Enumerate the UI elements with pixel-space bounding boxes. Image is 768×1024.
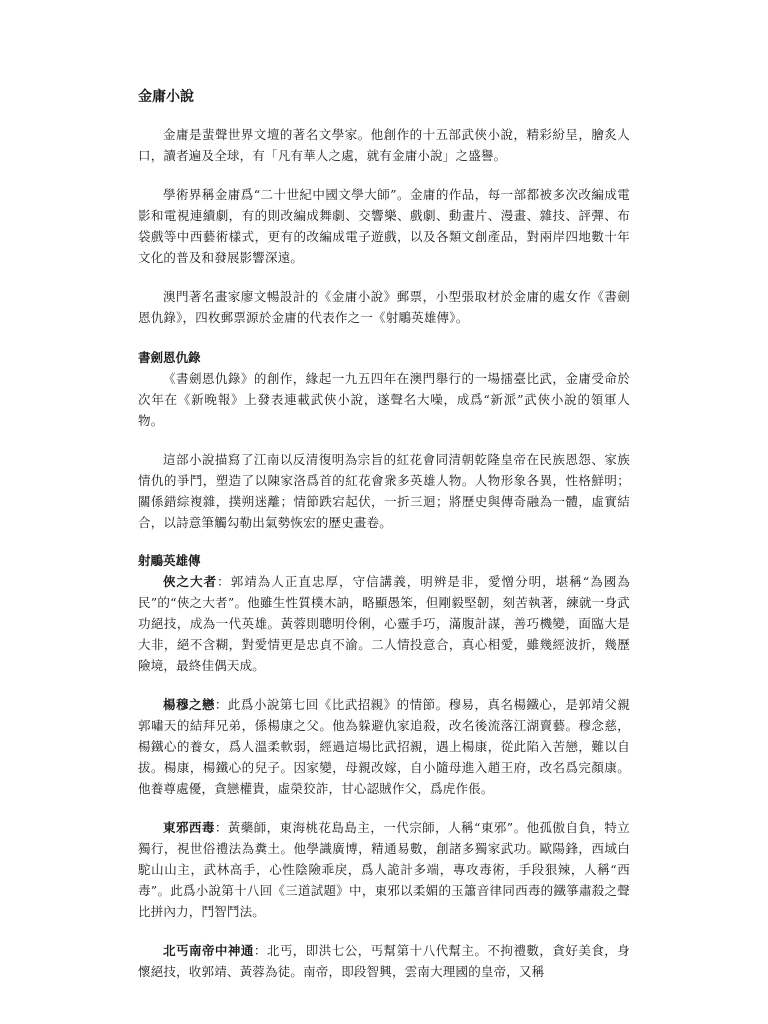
intro-paragraph-2: 學術界稱金庸爲“二十世紀中國文學大師”。金庸的作品，每一部都被多次改編成電影和電視連續劇，有的則改編成舞劇、交響樂、戲劇、動畫片、漫畫、雜技、評彈、布袋戲等中西藝術樣式，更有的改編成電子遊戲，以及各類文創產品，對兩岸四地數十年文化的普及和發展影響深遠。 [138, 187, 630, 265]
shujian-paragraph-1: 《書劍恩仇錄》的創作，緣起一九五四年在澳門舉行的一場擂臺比武，金庸受命於次年在《新晚報》上發表連載武俠小說，遂聲名大噪，成爲“新派”武俠小說的領軍人物。 [138, 371, 630, 428]
item-text: ：黃藥師，東海桃花島島主，一代宗師，人稱“東邪”。他孤傲自負，特立獨行，視世俗禮法為糞土。他學識廣博，精通易數，創諸多獨家武功。歐陽鋒，西域白駝山山主，武林高手，心性陰險乖戾，爲人詭計多端，專攻毒術，手段狠辣，人稱“西毒”。此爲小說第十八回《三道試題》中，東邪以柔媚的玉簫音律同西毒的鐵箏肅殺之聲比拼內力，鬥智鬥法。 [138, 820, 630, 919]
item-text: ：北丐，即洪七公，丐幫第十八代幫主。不拘禮數，貪好美食，身懷絕技，收郭靖、黃蓉為徒。南帝，即段智興，雲南大理國的皇帝，又稱 [138, 943, 630, 979]
document-page [138, 86, 630, 1000]
item-text: ：郭靖為人正直忠厚，守信講義，明辨是非，愛憎分明，堪稱“為國為民”的“俠之大者”。他雖生性質樸木訥，略顯愚笨，但剛毅堅韌，刻苦執著，練就一身武功絕技，成為一代英雄。黃蓉則聰明伶俐，心靈手巧，滿腹計謀，善巧機變，面臨大是大非，絕不含糊，對愛情更是忠貞不渝。二人情投意合，真心相愛，雖幾經波折，幾歷險境，最終佳偶天成。 [138, 574, 630, 673]
item-term: 俠之大者 [163, 574, 218, 589]
shediao-item-2 [138, 694, 630, 799]
shediao-item-3 [138, 817, 630, 922]
section-shujian [138, 348, 630, 533]
shediao-item-4 [138, 940, 630, 982]
section-heading-shediao: 射鵰英雄傳 [138, 553, 201, 568]
intro-paragraph-1: 金庸是蜚聲世界文壇的著名文學家。他創作的十五部武俠小說，精彩紛呈，膾炙人口，讀者遍及全球，有「凡有華人之處，就有金庸小說」之盛譽。 [138, 127, 630, 163]
shujian-paragraph-2: 這部小說描寫了江南以反清復明為宗旨的紅花會同清朝乾隆皇帝在民族恩怨、家族情仇的爭鬥，塑造了以陳家洛爲首的紅花會衆多英雄人物。人物形象各異，性格鮮明；關係錯綜複雜，撲朔迷離；情節跌宕起伏，一折三迴；將歷史與傳奇融為一體，虛實結合，以詩意筆觸勾勒出氣勢恢宏的歷史畫卷。 [138, 452, 630, 530]
section-heading-shujian: 書劍恩仇錄 [138, 350, 201, 365]
item-term: 東邪西毒 [163, 820, 215, 835]
intro-paragraph-3: 澳門著名畫家廖文暢設計的《金庸小說》郵票，小型張取材於金庸的處女作《書劍恩仇錄》，四枚郵票源於金庸的代表作之一《射鵰英雄傳》。 [138, 289, 630, 325]
section-shediao [138, 551, 630, 982]
shediao-item-1 [138, 571, 630, 676]
item-text: ：此爲小說第七回《比武招親》的情節。穆易，真名楊鐵心，是郭靖父親郭嘯天的結拜兄弟，係楊康之父。他為躲避仇家追殺，改名後流落江湖賣藝。穆念慈，楊鐵心的養女，爲人溫柔軟弱，經過這場比武招親，遇上楊康，從此陷入苦戀，難以自拔。楊康，楊鐵心的兒子。因家變，母親改嫁，自小隨母進入趙王府，改名爲完顏康。他養尊處優，貪戀權貴，虛榮狡詐，甘心認賊作父，爲虎作倀。 [138, 697, 630, 796]
item-term: 北丐南帝中神通 [163, 943, 254, 958]
item-term: 楊穆之戀 [163, 697, 215, 712]
document-title: 金庸小說 [138, 89, 194, 105]
